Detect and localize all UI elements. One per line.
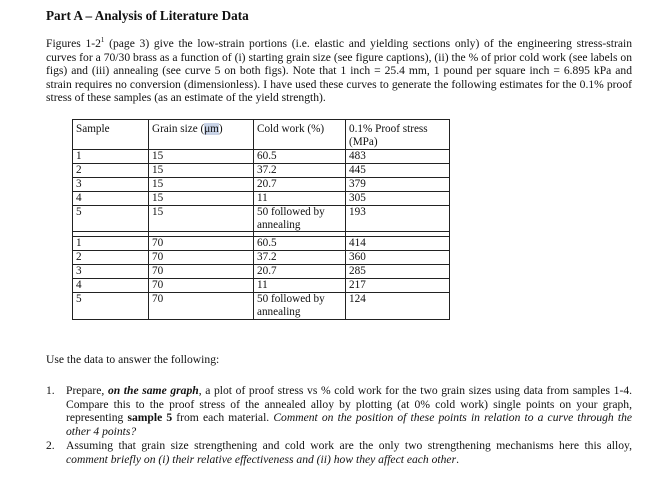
cell-cold-work: 60.5	[254, 150, 346, 164]
cell-grain: 15	[149, 150, 254, 164]
cell-sample: 2	[73, 251, 149, 265]
cell-proof-stress: 379	[346, 177, 450, 191]
cell-proof-stress: 193	[346, 205, 450, 232]
header-grain-size	[149, 120, 254, 150]
proof-stress-table	[72, 119, 450, 320]
cell-proof-stress: 483	[346, 150, 450, 164]
intro-text-body: (page 3) give the low-strain portions (i.e. elastic and yielding sections only) of the engineering stress-strain curves for a 70/30 brass as a function of (i) starting grain size (see figure captions), (ii) the % of prior cold work (see labels on figs) and (iii) annealing (see curve 5 on both figs). Note that 1 inch = 25.4 mm, 1 pound per square inch = 6.895 kPa and strain requires no conversion (dimensionless). I have used these curves to generate the following estimates for the 0.1% proof stress of these samples (as an estimate of the yield strength).	[46, 37, 632, 105]
task-item-2	[46, 439, 632, 466]
header-grain-prefix: Grain size (	[152, 123, 205, 135]
cell-grain: 15	[149, 191, 254, 205]
table-row	[73, 237, 450, 251]
task1-emphasis-sample5: sample 5	[127, 411, 173, 425]
header-proof-line2: (MPa)	[349, 135, 378, 148]
cell-grain: 15	[149, 177, 254, 191]
cell-grain: 15	[149, 205, 254, 232]
cell-sample: 4	[73, 191, 149, 205]
cell-grain: 15	[149, 163, 254, 177]
cold-work-line2: annealing	[257, 305, 301, 318]
intro-paragraph	[46, 37, 632, 105]
cell-cold-work: 60.5	[254, 237, 346, 251]
cell-proof-stress: 360	[346, 251, 450, 265]
task-number: 2.	[46, 439, 55, 453]
task-number: 1.	[46, 384, 55, 397]
cell-proof-stress: 217	[346, 279, 450, 293]
cell-proof-stress: 305	[346, 191, 450, 205]
use-data-line: Use the data to answer the following:	[46, 353, 220, 366]
task-list	[46, 384, 632, 468]
header-grain-unit: μm	[204, 123, 219, 135]
cell-sample: 1	[73, 150, 149, 164]
table-row	[73, 191, 450, 205]
table-row	[73, 177, 450, 191]
cell-proof-stress: 285	[346, 265, 450, 279]
header-proof-line1: 0.1% Proof stress	[349, 123, 428, 135]
cell-cold-work: 37.2	[254, 251, 346, 265]
cell-cold-work: 20.7	[254, 265, 346, 279]
footnote-marker: 1	[100, 36, 105, 45]
cell-cold-work: 20.7	[254, 177, 346, 191]
cell-cold-work	[254, 205, 346, 232]
cell-sample: 2	[73, 163, 149, 177]
cell-proof-stress: 414	[346, 237, 450, 251]
task2-text-a: Assuming that grain size strengthening and cold work are the only two strengthening mechanisms here this alloy,	[66, 439, 632, 453]
header-proof-stress	[346, 120, 450, 150]
cold-work-line1: 50 followed by	[257, 205, 325, 218]
task1-comment-prompt: Comment on the position of these points in relation to a curve through the other 4 points?	[66, 411, 633, 438]
cold-work-line2: annealing	[257, 218, 301, 231]
header-grain-suffix: )	[218, 123, 223, 135]
cell-grain: 70	[149, 293, 254, 320]
table-row	[73, 150, 450, 164]
task-item-1	[46, 384, 632, 438]
cell-sample: 5	[73, 205, 149, 232]
task1-text-a: Prepare,	[66, 384, 108, 397]
table-row	[73, 265, 450, 279]
task1-emphasis-same-graph: on the same graph	[107, 384, 199, 397]
header-sample: Sample	[73, 120, 149, 150]
table-header-row	[73, 120, 450, 150]
cell-grain: 70	[149, 237, 254, 251]
table-row	[73, 279, 450, 293]
cell-cold-work: 11	[254, 191, 346, 205]
part-heading: Part A – Analysis of Literature Data	[46, 8, 249, 23]
header-cold-work: Cold work (%)	[254, 120, 346, 150]
cell-grain: 70	[149, 251, 254, 265]
cell-sample: 5	[73, 293, 149, 320]
task1-text-c: from each material.	[172, 411, 274, 425]
cell-proof-stress: 445	[346, 163, 450, 177]
cell-grain: 70	[149, 265, 254, 279]
intro-text-start: Figures 1-2	[46, 37, 101, 50]
document-page	[46, 8, 632, 105]
table-row	[73, 293, 450, 320]
cell-grain: 70	[149, 279, 254, 293]
cell-sample: 4	[73, 279, 149, 293]
cell-cold-work	[254, 293, 346, 320]
cold-work-line1: 50 followed by	[257, 293, 325, 306]
task2-text-end: .	[456, 452, 459, 466]
cell-cold-work: 37.2	[254, 163, 346, 177]
cell-sample: 3	[73, 265, 149, 279]
table-row	[73, 251, 450, 265]
table-row	[73, 205, 450, 232]
cell-proof-stress: 124	[346, 293, 450, 320]
cell-sample: 1	[73, 237, 149, 251]
cell-cold-work: 11	[254, 279, 346, 293]
cell-sample: 3	[73, 177, 149, 191]
task1-text-b: , a plot of proof stress vs % cold work for the two grain sizes using data from samples 1-4. Compare this to the proof stress of the annealed alloy by plotting (at 0% cold work) single points on your graph, representing	[66, 384, 633, 425]
task2-comment-prompt: comment briefly on (i) their relative effectiveness and (ii) how they affect each other	[66, 452, 457, 466]
table-row	[73, 163, 450, 177]
